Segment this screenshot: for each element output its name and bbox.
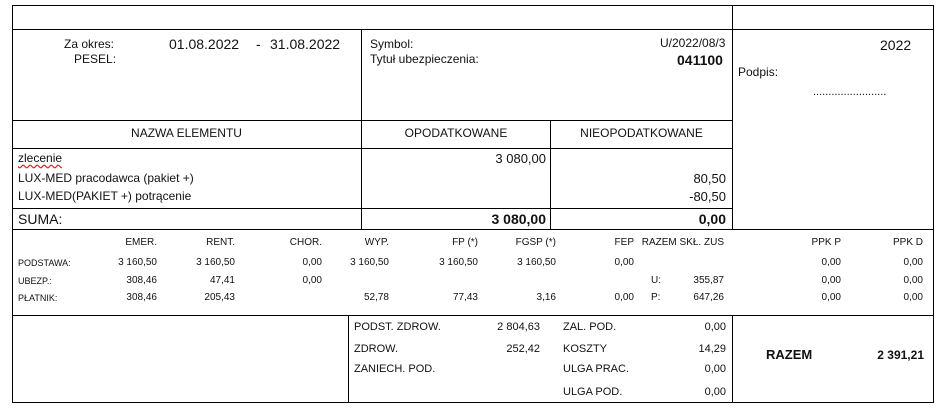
zus-cell: 647,26 [693,292,724,303]
okres-label: Za okres: [64,37,115,51]
zus-header-emer: EMER. [125,237,157,248]
zus-cell: 3 160,50 [517,257,556,268]
podpis-line: ........................ [813,86,887,98]
okres-from: 01.08.2022 [169,36,240,52]
tytul-value: 041100 [677,52,723,68]
zus-header-fp: FP (*) [452,237,478,248]
zus-cell: 308,46 [126,292,157,303]
symbol-value: U/2022/08/3 [660,36,726,50]
ulga-pod-label: ULGA POD. [563,386,623,398]
zus-cell: 0,00 [302,275,322,286]
year: 2022 [880,37,912,53]
grid-line [12,29,934,30]
podst-zdrow-label: PODST. ZDROW. [354,321,441,333]
grid-line [12,120,732,121]
zus-cell: 0,00 [821,257,841,268]
zus-cell: 0,00 [903,292,923,303]
grid-line [732,315,733,403]
element-nieopod: -80,50 [689,189,726,204]
element-opod: 3 080,00 [495,151,546,166]
suma-label: SUMA: [18,211,63,227]
zus-row-label: UBEZP.: [18,276,52,286]
grid-line [12,208,732,209]
razem-label: RAZEM [766,347,813,362]
element-nieopod: 80,50 [693,171,726,186]
zus-header-chor: CHOR. [289,237,322,248]
ulga-prac-value: 0,00 [704,363,726,375]
zus-cell: 0,00 [302,257,322,268]
okres-to: 31.08.2022 [270,36,341,52]
suma-opod: 3 080,00 [491,211,546,227]
podpis-label: Podpis: [738,65,779,79]
zaniech-label: ZANIECH. POD. [354,363,436,375]
zus-row-label: PŁATNIK: [18,293,58,303]
zdrow-label: ZDROW. [354,343,398,355]
zus-cell: 308,46 [126,275,157,286]
grid-line [12,148,732,149]
koszty-label: KOSZTY [563,343,608,355]
podst-zdrow-value: 2 804,63 [497,321,540,333]
zus-cell: 3,16 [536,292,556,303]
grid-line [12,229,934,230]
zus-cell: 3 160,50 [118,257,157,268]
zal-pod-value: 0,00 [704,321,726,333]
zus-header-razem: RAZEM SKŁ. ZUS [641,237,724,248]
zal-pod-label: ZAL. POD. [563,321,617,333]
grid-line [933,5,934,403]
col-opodatkowane: OPODATKOWANE [404,126,508,140]
razem-value: 2 391,21 [877,348,924,362]
zus-cell: 3 160,50 [350,257,389,268]
zus-row-label: PODSTAWA: [18,258,71,268]
zus-cell: 0,00 [821,275,841,286]
suma-nieopod: 0,00 [698,211,726,227]
grid-line [12,5,934,6]
element-name: LUX-MED pracodawca (pakiet +) [18,171,194,185]
zus-cell: 3 160,50 [196,257,235,268]
zus-cell: 0,00 [821,292,841,303]
zus-razem-prefix: P: [651,292,661,303]
okres-separator: - [256,36,261,52]
zus-razem-prefix: U: [651,275,661,286]
zus-header-fep: FEP [614,237,634,248]
col-nieopodatkowane: NIEOPODATKOWANE [580,126,703,140]
zus-cell: 355,87 [693,275,724,286]
zus-cell: 3 160,50 [439,257,478,268]
grid-line [732,5,733,230]
zus-header-ppkd: PPK D [892,237,923,248]
zus-cell: 77,43 [452,292,478,303]
col-nazwa: NAZWA ELEMENTU [131,126,242,140]
element-name: zlecenie [18,151,63,165]
zus-header-ppkp: PPK P [811,237,841,248]
grid-line [12,315,934,316]
ulga-pod-value: 0,00 [704,386,726,398]
grid-line [12,5,13,403]
zus-cell: 0,00 [903,257,923,268]
zus-header-fgsp: FGSP (*) [515,237,556,248]
pesel-label: PESEL: [74,52,117,66]
zus-cell: 47,41 [209,275,235,286]
zus-cell: 0,00 [614,257,634,268]
ulga-prac-label: ULGA PRAC. [563,363,630,375]
zus-cell: 205,43 [204,292,235,303]
koszty-value: 14,29 [698,343,726,355]
zus-header-rent: RENT. [206,237,235,248]
zus-cell: 52,78 [363,292,389,303]
element-name: LUX-MED(PAKIET +) potrącenie [18,189,192,203]
tytul-label: Tytuł ubezpieczenia: [370,52,479,66]
zus-cell: 0,00 [614,292,634,303]
grid-line [12,402,934,403]
grid-line [348,315,349,403]
symbol-label: Symbol: [370,37,414,51]
zdrow-value: 252,42 [506,343,540,355]
zus-header-wyp: WYP. [364,237,389,248]
zus-cell: 0,00 [903,275,923,286]
